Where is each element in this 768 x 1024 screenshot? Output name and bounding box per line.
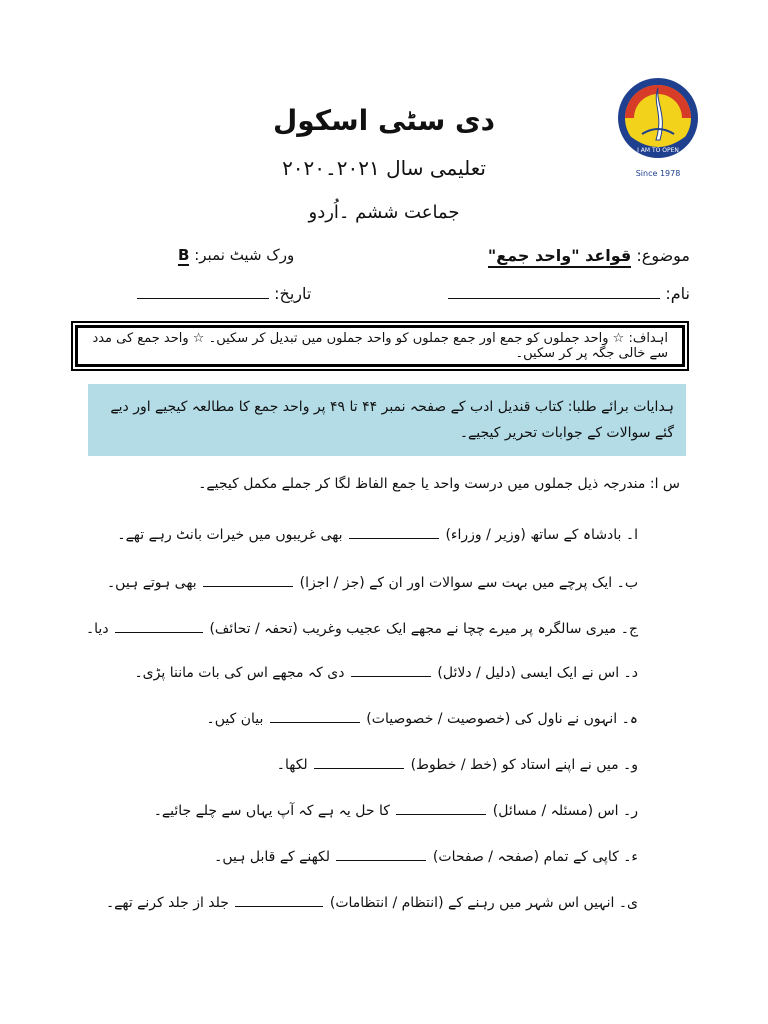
question-text: ء۔ کاپی کے تمام (صفحہ / صفحات) (432, 849, 638, 865)
question-text: دیا۔ (85, 621, 109, 637)
school-logo (612, 74, 704, 184)
question-text: ر۔ اس (مسئلہ / مسائل) (492, 803, 638, 819)
question-item (134, 664, 638, 681)
question-text: ا۔ بادشاہ کے ساتھ (وزیر / وزراء) (445, 527, 638, 543)
question-text: بیان کیں۔ (206, 711, 264, 727)
answer-blank[interactable] (336, 848, 426, 861)
class-subject: جماعت ششم ۔اُردو (308, 202, 460, 223)
question-text: ہ۔ انہوں نے ناول کی (خصوصیت / خصوصیات) (366, 711, 638, 727)
topic-value: قواعد "واحد جمع" (488, 246, 631, 268)
answer-blank[interactable] (349, 526, 439, 539)
question-text: ب۔ ایک پرچے میں بہت سے سوالات اور ان کے (جز / اجزا) (299, 575, 638, 591)
question-text: بھی ہوتے ہیں۔ (106, 575, 197, 591)
question-text: بھی غریبوں میں خیرات بانٹ رہے تھے۔ (117, 527, 343, 543)
question-text: کا حل یہ ہے کہ آپ یہاں سے چلے جائیے۔ (153, 803, 390, 819)
logo-since: Since 1978 (635, 169, 681, 178)
topic-label: موضوع: (636, 246, 690, 265)
name-label: نام: (665, 284, 690, 303)
question-text: و۔ میں نے اپنے استاد کو (خط / خطوط) (410, 757, 638, 773)
name-row (448, 284, 690, 303)
instructions-text: ہدایات برائے طلبا: کتاب قندیل ادب کے صفحہ نمبر ۴۴ تا ۴۹ پر واحد جمع کا مطالعہ کیجیے اور دیے گئے سوالات کے جوابات تحریر کیجیے۔ (110, 399, 674, 441)
question-item (106, 894, 638, 911)
objectives-text: اہداف: ☆ واحد جملوں کو جمع اور جمع جملوں کو واحد جملوں میں تبدیل کر سکیں۔ ☆ واحد جمع کی مدد سے خالی جگہ پر کر سکیں۔ (92, 331, 668, 361)
question-text: ج۔ میری سالگرہ پر میرے چچا نے مجھے ایک عجیب وغریب (تحفہ / تحائف) (209, 621, 638, 637)
answer-blank[interactable] (314, 756, 404, 769)
answer-blank[interactable] (351, 664, 431, 677)
question-item (107, 574, 638, 591)
worksheet-label: ورک شیٹ نمبر: (194, 246, 295, 264)
answer-blank[interactable] (270, 710, 360, 723)
date-row (137, 284, 311, 303)
date-label: تاریخ: (274, 284, 312, 303)
logo-motto: I AM TO OPEN (637, 147, 679, 154)
answer-blank[interactable] (203, 574, 293, 587)
name-blank[interactable] (448, 284, 660, 299)
academic-year: تعلیمی سال ۲۰۲۱۔۲۰۲۰ (282, 156, 486, 180)
question-item (154, 802, 638, 819)
instructions-box (88, 384, 686, 456)
worksheet-row (178, 246, 294, 264)
date-blank[interactable] (137, 284, 269, 299)
topic-row (488, 246, 690, 265)
question-heading: س ا: مندرجہ ذیل جملوں میں درست واحد یا جمع الفاظ لگا کر جملے مکمل کیجیے۔ (198, 476, 680, 492)
question-item (117, 526, 638, 543)
answer-blank[interactable] (115, 620, 203, 633)
question-text: لکھا۔ (276, 757, 308, 773)
question-text: لکھنے کے قابل ہیں۔ (214, 849, 331, 865)
answer-blank[interactable] (235, 894, 323, 907)
question-item (214, 848, 638, 865)
question-text: جلد از جلد کرنے تھے۔ (105, 895, 229, 911)
objectives-box (75, 325, 685, 367)
question-item (277, 756, 638, 773)
school-name: دی سٹی اسکول (272, 104, 496, 137)
answer-blank[interactable] (396, 802, 486, 815)
question-item (86, 620, 638, 637)
question-text: ی۔ انہیں اس شہر میں رہنے کے (انتظام / انتظامات) (329, 895, 638, 911)
worksheet-number: B (178, 246, 190, 264)
question-text: د۔ اس نے ایک ایسی (دلیل / دلائل) (437, 665, 638, 681)
question-text: دی کہ مجھے اس کی بات ماننا پڑی۔ (134, 665, 345, 681)
question-item (207, 710, 638, 727)
